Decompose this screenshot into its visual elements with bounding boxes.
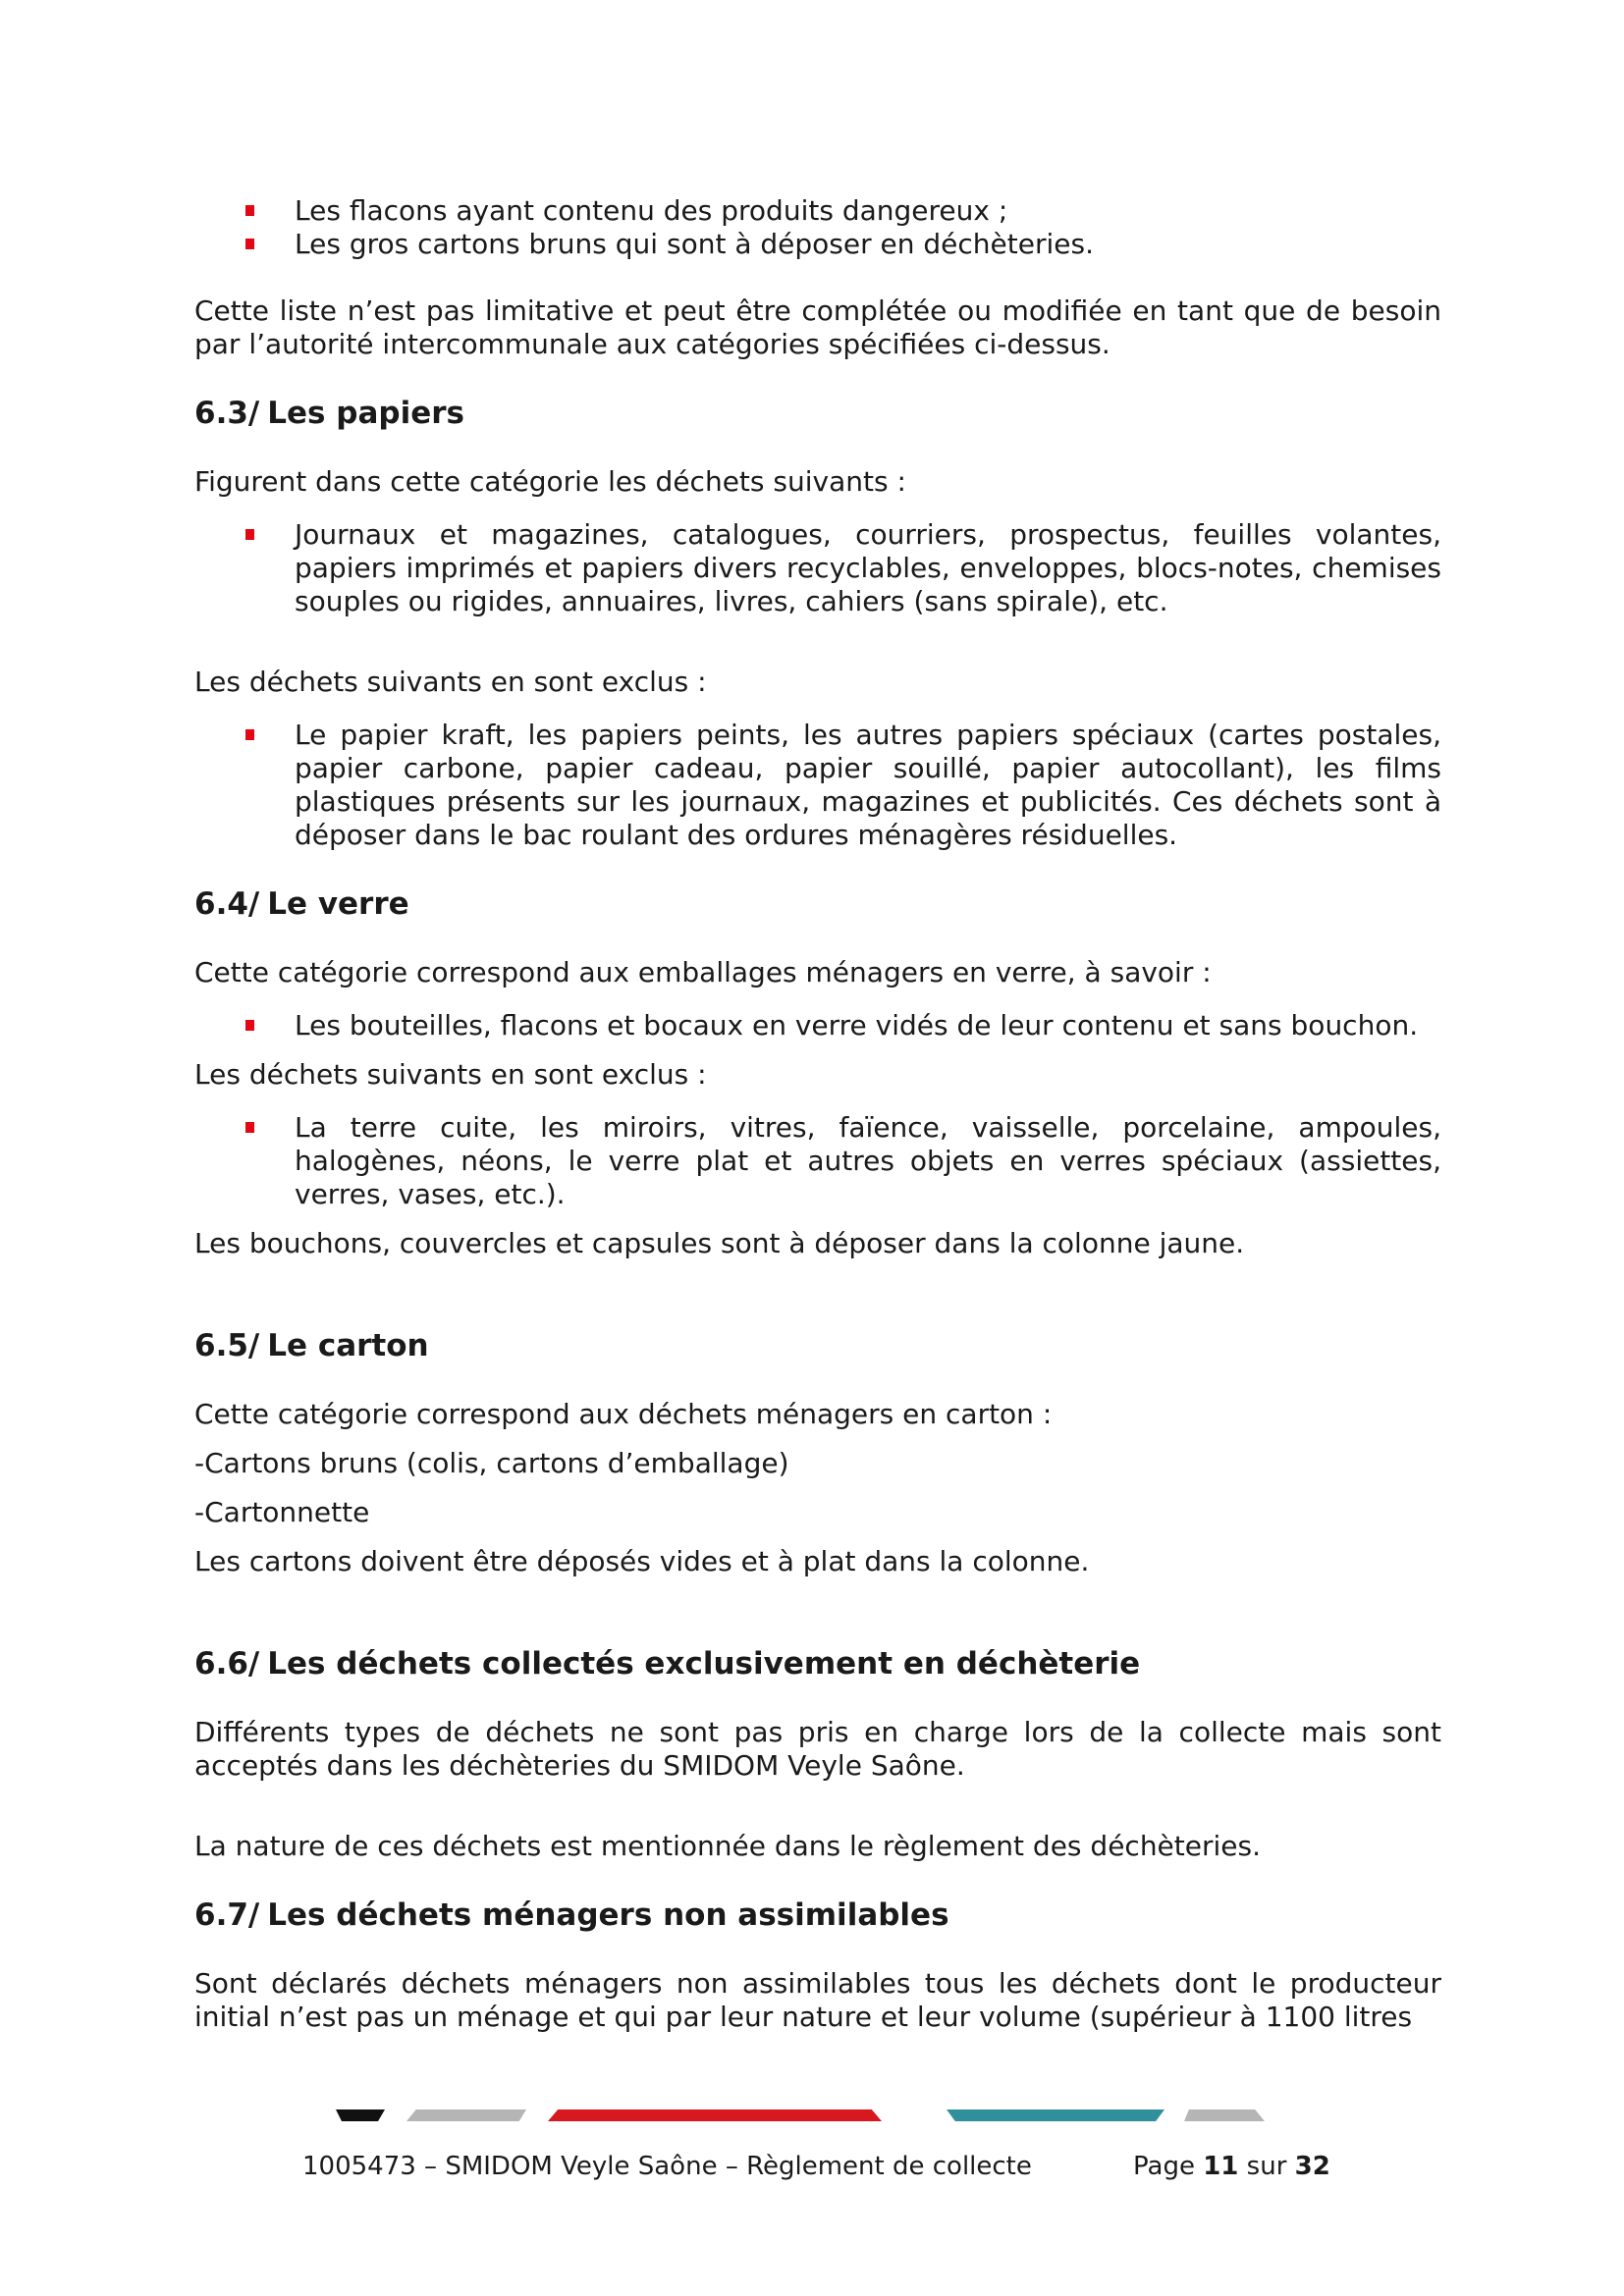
bullet-icon — [245, 205, 254, 216]
paragraph: Les cartons doivent être déposés vides et à plat dans la colonne. — [194, 1545, 1090, 1577]
footer-bar-black — [336, 2109, 385, 2121]
bullet-icon — [245, 1122, 254, 1133]
paragraph: Différents types de déchets ne sont pas pris en charge lors de la collecte mais sont acceptés dans les déchèteries du SMIDOM Veyle Saône. — [194, 1716, 1441, 1782]
section-heading-6-5: 6.5/ Le carton — [194, 1328, 429, 1363]
bullet-icon — [245, 529, 254, 540]
page-footer — [0, 2150, 1624, 2183]
section-heading-6-6: 6.6/ Les déchets collectés exclusivement en déchèterie — [194, 1646, 1141, 1682]
page-content — [194, 194, 1441, 2034]
paragraph: Sont déclarés déchets ménagers non assimilables tous les déchets dont le producteur initial n’est pas un ménage et qui par leur nature et leur volume (supérieur à 1100 litres — [194, 1967, 1441, 2033]
footer-bar-grey — [406, 2109, 526, 2121]
bullet-list — [194, 719, 1441, 852]
paragraph: Cette catégorie correspond aux déchets ménagers en carton : — [194, 1398, 1053, 1430]
bullet-list — [194, 518, 1441, 618]
footer-document-reference: 1005473 – SMIDOM Veyle Saône – Règlement de collecte — [302, 2152, 1032, 2181]
footer-decoration-bars — [0, 2109, 1624, 2123]
paragraph: Les déchets suivants en sont exclus : — [194, 1058, 707, 1091]
intro-note: Cette liste n’est pas limitative et peut être complétée ou modifiée en tant que de besoin par l’autorité intercommunale aux catégories spécifiées ci-dessus. — [194, 294, 1441, 360]
footer-bar-red — [548, 2109, 882, 2121]
bullet-icon — [245, 729, 254, 740]
section-heading-6-7: 6.7/ Les déchets ménagers non assimilables — [194, 1897, 949, 1933]
section-heading-6-4: 6.4/ Le verre — [194, 886, 409, 922]
list-item: Les bouteilles, flacons et bocaux en verre vidés de leur contenu et sans bouchon. — [194, 1009, 1441, 1042]
list-item: Le papier kraft, les papiers peints, les autres papiers spéciaux (cartes postales, papier carbone, papier cadeau, papier souillé, papier autocollant), les films plastiques présents sur les journaux, magazines et publicités. Ces déchets sont à déposer dans le bac roulant des ordures ménagères résiduelles. — [194, 719, 1441, 852]
paragraph: Les bouchons, couvercles et capsules sont à déposer dans la colonne jaune. — [194, 1227, 1245, 1259]
footer-page-number: Page 11 sur 32 — [1133, 2152, 1330, 2181]
footer-bar-teal — [947, 2109, 1164, 2121]
top-bullet-list — [194, 194, 1441, 261]
bullet-icon — [245, 1020, 254, 1031]
paragraph: Figurent dans cette catégorie les déchets suivants : — [194, 465, 906, 498]
list-item: Journaux et magazines, catalogues, courriers, prospectus, feuilles volantes, papiers imprimés et papiers divers recyclables, enveloppes, blocs-notes, chemises souples ou rigides, annuaires, livres, cahiers (sans spirale), etc. — [194, 518, 1441, 618]
list-item: Les gros cartons bruns qui sont à déposer en déchèteries. — [194, 228, 1441, 261]
paragraph: -Cartons bruns (colis, cartons d’emballage) — [194, 1447, 789, 1479]
paragraph: Cette catégorie correspond aux emballages ménagers en verre, à savoir : — [194, 956, 1212, 988]
list-item: Les flacons ayant contenu des produits dangereux ; — [194, 194, 1441, 228]
section-heading-6-3: 6.3/ Les papiers — [194, 396, 464, 431]
paragraph: Les déchets suivants en sont exclus : — [194, 666, 707, 698]
bullet-list — [194, 1111, 1441, 1211]
list-item: La terre cuite, les miroirs, vitres, faïence, vaisselle, porcelaine, ampoules, halogènes, néons, le verre plat et autres objets en verres spéciaux (assiettes, verres, vases, etc.). — [194, 1111, 1441, 1211]
footer-bar-grey-right — [1184, 2109, 1265, 2121]
paragraph: -Cartonnette — [194, 1496, 370, 1528]
paragraph: La nature de ces déchets est mentionnée dans le règlement des déchèteries. — [194, 1830, 1261, 1862]
bullet-list — [194, 1009, 1441, 1042]
bullet-icon — [245, 239, 254, 249]
